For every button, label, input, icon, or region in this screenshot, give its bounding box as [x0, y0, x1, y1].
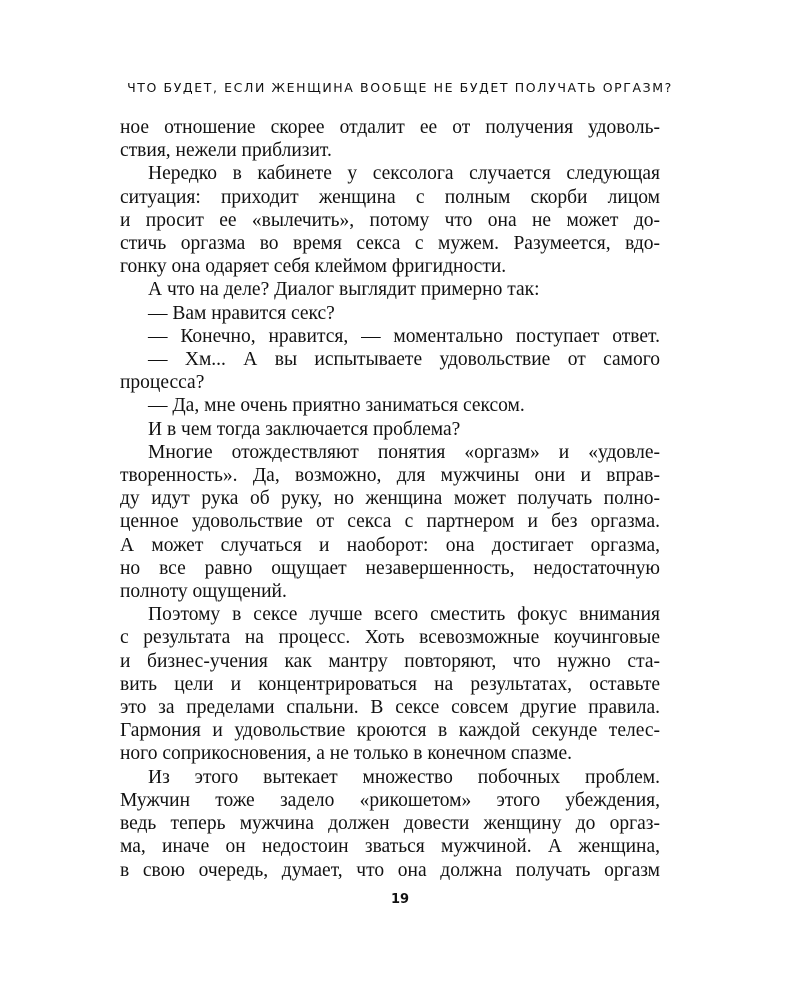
paragraph — [120, 278, 660, 301]
text-line: ценное удовольствие от секса с партнером и без оргазма. — [120, 511, 660, 533]
text-line: Гармония и удовольствие кроются в каждой секунде телес- — [120, 720, 660, 742]
paragraph — [120, 348, 660, 394]
paragraph — [120, 394, 660, 417]
dialogue-line: — Вам нравится секс? — [148, 302, 335, 324]
text-line: И в чем тогда заключается проблема? — [148, 418, 461, 440]
paragraph — [120, 418, 660, 441]
paragraph — [120, 441, 660, 603]
paragraph — [120, 302, 660, 325]
text-line: творенность». Да, возможно, для мужчины они и вправ- — [120, 465, 660, 487]
text-line: полноту ощущений. — [120, 581, 287, 603]
text-line: Мужчин тоже задело «рикошетом» этого убеждения, — [120, 789, 660, 811]
dialogue-line: — Да, мне очень приятно заниматься сексом. — [148, 395, 525, 417]
body-text — [120, 116, 660, 882]
text-line: и бизнес-учения как мантру повторяют, что нужно ста- — [120, 650, 660, 672]
dialogue-line: процесса? — [120, 372, 205, 394]
paragraph — [120, 325, 660, 348]
text-line: и просит ее «вылечить», потому что она не может до- — [120, 209, 660, 231]
text-line: это за пределами спальни. В сексе совсем другие правила. — [120, 697, 660, 719]
text-line: вить цели и концентрироваться на результатах, оставьте — [120, 673, 660, 695]
text-line: А что на деле? Диалог выглядит примерно так: — [148, 279, 540, 301]
text-line: в свою очередь, думает, что она должна получать оргазм — [120, 859, 660, 881]
text-line: ствия, нежели приблизит. — [120, 140, 332, 162]
dialogue-line: — Конечно, нравится, — моментально поступает ответ. — [148, 325, 660, 347]
text-line: стичь оргазма во время секса с мужем. Разумеется, вдо- — [120, 233, 660, 255]
text-line: Нередко в кабинете у сексолога случается следующая — [148, 163, 660, 185]
text-line: но все равно ощущает незавершенность, недостаточную — [120, 557, 660, 579]
text-line: А может случаться и наоборот: она достигает оргазма, — [120, 534, 660, 556]
paragraph — [120, 116, 660, 162]
paragraph — [120, 766, 660, 882]
text-line: ведь теперь мужчина должен довести женщину до оргаз- — [120, 813, 660, 835]
text-line: ма, иначе он недостоин зваться мужчиной. А женщина, — [120, 836, 660, 858]
paragraph — [120, 162, 660, 278]
text-line: Многие отождествляют понятия «оргазм» и «удовле- — [148, 441, 660, 463]
page-number: 19 — [390, 892, 410, 907]
text-line: Из этого вытекает множество побочных проблем. — [148, 766, 660, 788]
running-head: ЧТО БУДЕТ, ЕСЛИ ЖЕНЩИНА ВООБЩЕ НЕ БУДЕТ ПОЛУЧАТЬ ОРГАЗМ? — [127, 80, 673, 95]
text-line: ного соприкосновения, а не только в конечном спазме. — [120, 743, 573, 765]
text-line: гонку она одаряет себя клеймом фригидности. — [120, 256, 507, 278]
text-line: Поэтому в сексе лучше всего сместить фокус внимания — [148, 604, 660, 626]
dialogue-line: — Хм... А вы испытываете удовольствие от самого — [148, 349, 660, 371]
text-line: ду идут рука об руку, но женщина может получать полно- — [120, 488, 660, 510]
text-line: ное отношение скорее отдалит ее от получения удоволь- — [120, 117, 660, 138]
paragraph — [120, 603, 660, 765]
text-line: с результата на процесс. Хоть всевозможные коучинговые — [120, 627, 660, 649]
text-line: ситуация: приходит женщина с полным скорби лицом — [120, 186, 660, 208]
